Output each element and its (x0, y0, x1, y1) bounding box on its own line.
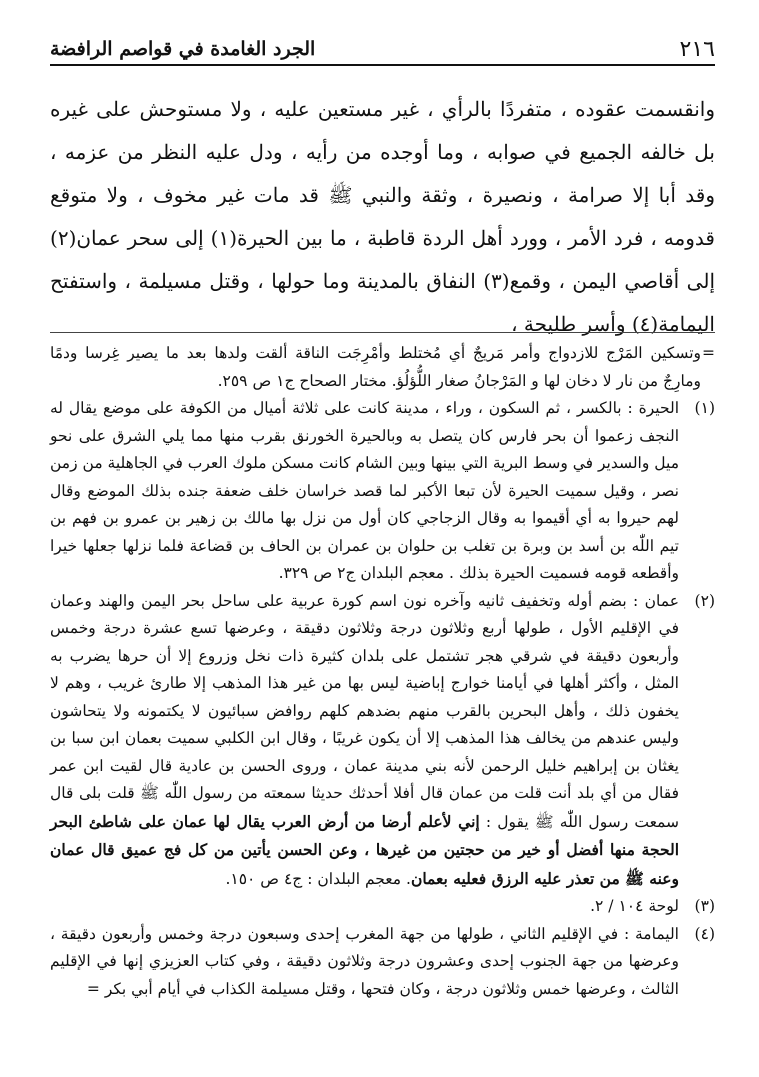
footnote-1 (50, 395, 715, 588)
page-number: ٢١٦ (679, 37, 715, 62)
footnote-text: عمان : بضم أوله وتخفيف ثانيه وآخره نون اسم كورة عربية على ساحل بحر اليمن والهند وعمان في الإقليم الأول ، طولها أربع وثلاثون درجة وثلاثون دقيقة ، وعرضها تسع عشرة درجة وخمس وأربعون دقيقة في شرقي هجر تشتمل على بلدان كثيرة ذات نخل وزروع إلا أن حرها يضرب به المثل ، وأكثر أهلها في أيامنا خوارج إباضية ليس بها من غير هذا المذهب إلا طارئ غريب ، وهم لا يخفون ذلك ، وأهل البحرين بالقرب منهم بضدهم كلهم روافض سبائيون لا يكتمونه ولا يتحاشون وليس عندهم من يخالف هذا المذهب إلا أن يكون غريبًا ، وقال ابن الكلبي سميت بعمان ابن سبا بن يغثان بن إبراهيم خليل الرحمن لأنه بني مدينة عمان ، وروى الحسن بن عادية قال لقيت ابن عمر فقال من أي بلد أنت قلت من عمان قال أفلا أحدثك حديثا سمعته من رسول اللّٰه ﷺ قلت بلى قال سمعت رسول اللّٰه ﷺ يقول : (50, 591, 679, 831)
footnote-text: اليمامة : في الإقليم الثاني ، طولها من جهة المغرب إحدى وسبعون درجة وخمس وأربعون دقيقة ، وعرضها من جهة الجنوب إحدى وعشرون درجة وثلاثون دقيقة ، وفي كتاب العزيزي إنها في الإقليم الثالث ، وعرضها خمس وثلاثون درجة ، وكان فتحها ، وقتل مسيلمة الكذاب في أيام أبي بكر = (50, 924, 679, 998)
running-title: الجرد الغامدة في قواصم الرافضة (50, 38, 316, 60)
footnote-number: (١) (694, 399, 715, 417)
footnote-2 (50, 588, 715, 894)
main-paragraph: وانقسمت عقوده ، متفردًا بالرأي ، غير مستعين عليه ، ولا مستوحش على غيره بل خالفه الجميع في صوابه ، وما أوجده من رأيه ، ودل عليه النظر من عزمه ، وقد أبا إلا صرامة ، ونصيرة ، وثقة والنبي ﷺ قد مات غير مخوف ، ولا متوقع قدومه ، فرد الأمر ، وورد أهل الردة قاطبة ، ما بين الحيرة(١) إلى سحر عمان(٢) إلى أقاصي اليمن ، وقمع(٣) النفاق بالمدينة وما حولها ، وقتل مسيلمة ، واستفتح اليمامة(٤) وأسر طليحة ، (50, 97, 715, 336)
footnote-4 (50, 921, 715, 1004)
footnote-text: الحيرة : بالكسر ، ثم السكون ، وراء ، مدينة كانت على ثلاثة أميال من الكوفة على موضع يقال له النجف زعموا أن بحر فارس كان يتصل به وبالحيرة الخورنق بقرب منها مما يلي الشرق على نحو ميل والسدير في وسط البرية التي بينها وبين الشام كانت مسكن ملوك العرب في الجاهلية من زمن نصر ، وقيل سميت الحيرة لأن تبعا الأكبر لما قصد خراسان خلف ضعفة جنده بذلك الموضع وقال لهم حيروا به أي أقيموا به وقال الزجاجي كان أول من نزل بها مالك بن زهير بن عمرو بن فهم بن تيم اللّٰه بن أسد بن وبرة بن تغلب بن حلوان بن عمران بن الحاف بن قضاعة فلما نزلها جعلها خيرا وأقطعه قومه فسميت الحيرة بذلك . معجم البلدان ج٢ ص ٣٢٩. (50, 399, 679, 582)
continuation-text: وتسكين المَرْج للازدواج وأمر مَريجٌ أي مُختلط وأمْرِجَت الناقة ألقت ولدها بعد ما يصير غِرسا ودمًا ومارِجٌ من نار لا دخان لها و المَرْجانُ صغار اللُّؤلُؤ. مختار الصحاح ج١ ص ٢٥٩. (50, 344, 701, 390)
page-header (50, 30, 715, 66)
footnote-3 (50, 893, 715, 921)
footnote-number: (٣) (694, 897, 715, 915)
footnote-text-wrapper (50, 588, 679, 894)
footnote-separator (50, 332, 715, 333)
continuation-marker: = (702, 344, 715, 362)
footnote-number: (٤) (694, 924, 715, 943)
footnotes (50, 340, 715, 1003)
footnote-text: لوحة ١٠٤ / ٢. (590, 897, 679, 915)
main-text-block (50, 88, 715, 346)
footnote-number: (٢) (694, 591, 715, 610)
footnote-source: . معجم البلدان : ج٤ ص ١٥٠. (225, 869, 411, 888)
footnote-hadith-bold: إني لأعلم أرضا من أرض العرب يقال لها عمان على شاطئ البحر الحجة منها أفضل أو خير من حجتين من غيرها ، وعن الحسن يأتين من كل فج عميق قال عمان وعنه ﷺ من تعذر عليه الرزق فعليه بعمان (50, 811, 679, 888)
footnote-continuation (50, 340, 715, 395)
